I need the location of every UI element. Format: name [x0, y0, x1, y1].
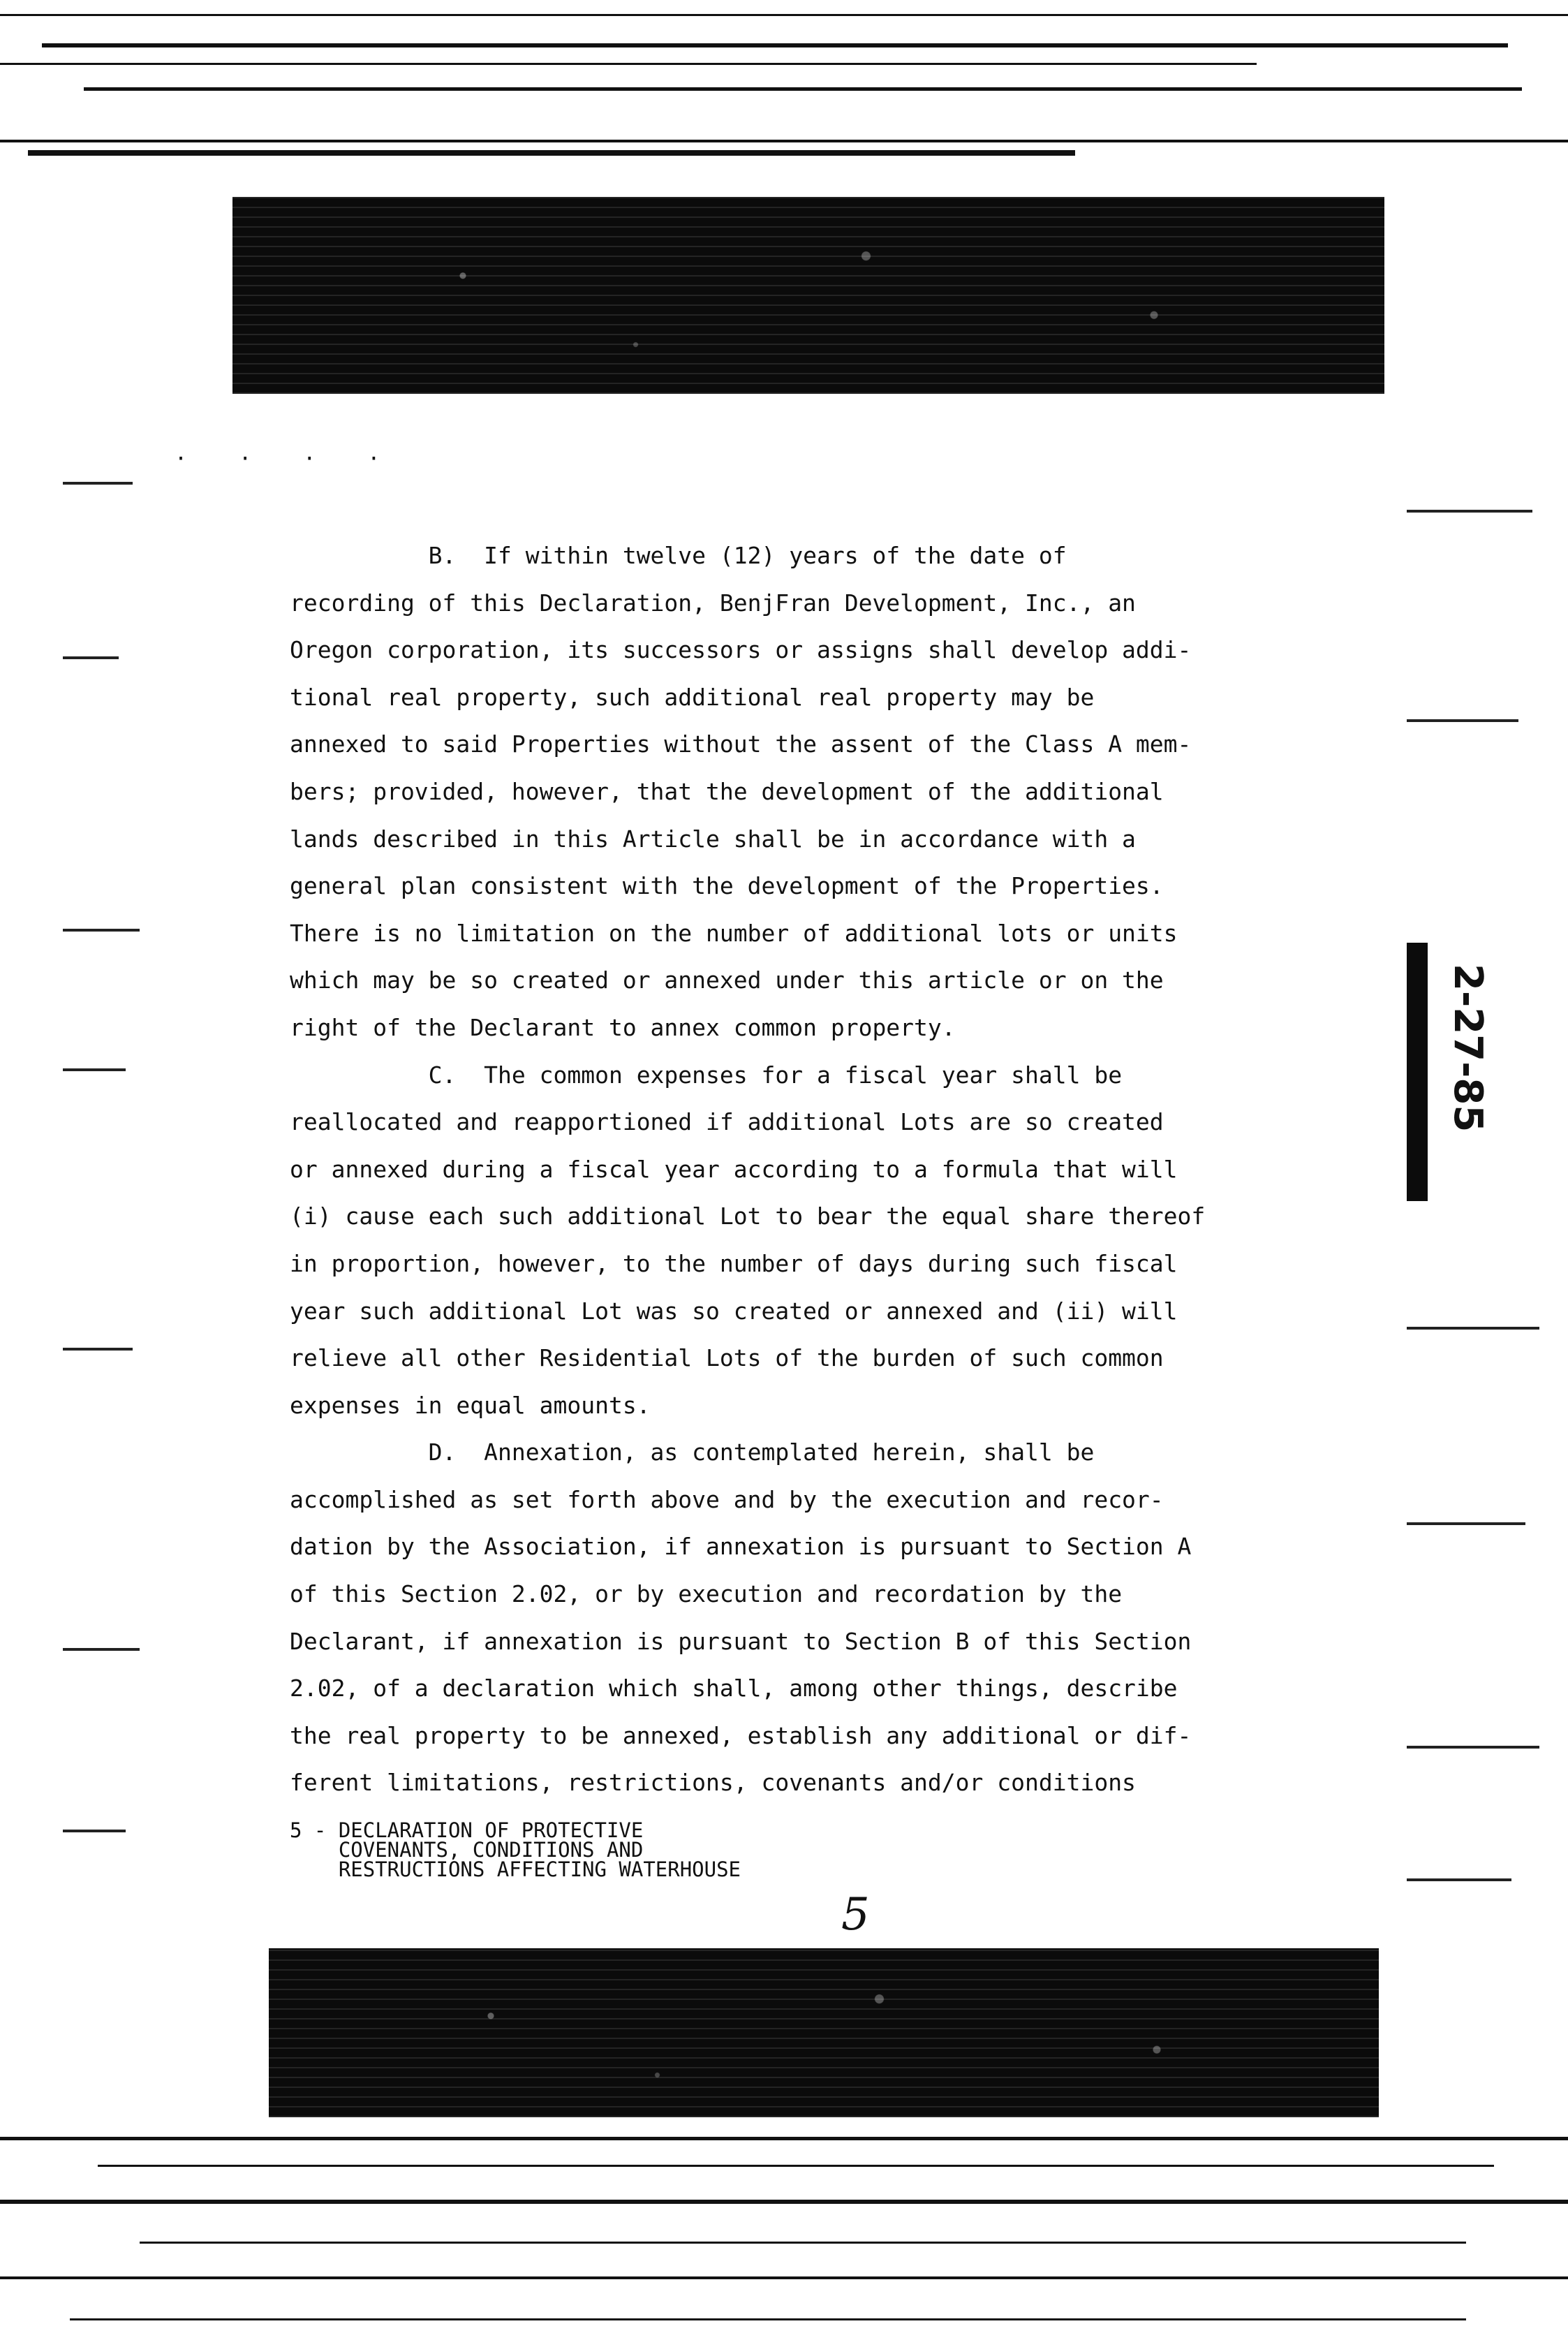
text-line: B. If within twelve (12) years of the date of — [290, 542, 1067, 569]
text-line: or annexed during a fiscal year according to a formula that will — [290, 1155, 1178, 1183]
footer-line-2: COVENANTS, CONDITIONS AND — [290, 1838, 644, 1862]
text-line: Declarant, if annexation is pursuant to Section B of this Section — [290, 1627, 1192, 1655]
text-line: (i) cause each such additional Lot to bear the equal share thereof — [290, 1202, 1206, 1230]
text-line: of this Section 2.02, or by execution and recordation by the — [290, 1580, 1123, 1608]
text-line: expenses in equal amounts. — [290, 1391, 651, 1419]
text-line: which may be so created or annexed under this article or on the — [290, 966, 1164, 994]
text-line: dation by the Association, if annexation is pursuant to Section A — [290, 1533, 1192, 1561]
top-scan-noise — [0, 0, 1568, 209]
text-line: There is no limitation on the number of additional lots or units — [290, 919, 1178, 947]
paragraph-c — [290, 1052, 1414, 1429]
page-number: 5 — [841, 1889, 870, 1941]
text-line: reallocated and reapportioned if additional Lots are so created — [290, 1108, 1164, 1136]
text-line: Oregon corporation, its successors or assigns shall develop addi- — [290, 636, 1192, 664]
bottom-scan-noise — [0, 2123, 1568, 2347]
declaration-body — [290, 532, 1414, 1807]
text-line: year such additional Lot was so created or annexed and (ii) will — [290, 1297, 1178, 1325]
footer-line-1: 5 - DECLARATION OF PROTECTIVE — [290, 1818, 644, 1842]
document-page — [150, 398, 1400, 1945]
text-line: lands described in this Article shall be in accordance with a — [290, 825, 1136, 853]
left-margin-scan-lines — [63, 419, 140, 1955]
text-line: accomplished as set forth above and by the execution and recor- — [290, 1485, 1164, 1513]
text-line: relieve all other Residential Lots of the burden of such common — [290, 1344, 1164, 1372]
text-line: tional real property, such additional real property may be — [290, 683, 1095, 711]
top-dark-scan-block — [232, 197, 1384, 394]
paragraph-d — [290, 1429, 1414, 1807]
side-date-stamp — [1407, 943, 1553, 1201]
text-line: D. Annexation, as contemplated herein, shall be — [290, 1439, 1095, 1466]
text-line: 2.02, of a declaration which shall, among other things, describe — [290, 1675, 1178, 1702]
margin-dots: · · · · — [175, 447, 400, 471]
text-line: bers; provided, however, that the development of the additional — [290, 777, 1164, 805]
text-line: ferent limitations, restrictions, covenants and/or conditions — [290, 1769, 1136, 1797]
text-line: annexed to said Properties without the assent of the Class A mem- — [290, 730, 1192, 758]
paragraph-b — [290, 532, 1414, 1052]
text-line: C. The common expenses for a fiscal year shall be — [290, 1061, 1123, 1089]
text-line: general plan consistent with the development of the Properties. — [290, 872, 1164, 900]
text-line: in proportion, however, to the number of days during such fiscal — [290, 1249, 1178, 1277]
text-line: the real property to be annexed, establish any additional or dif- — [290, 1721, 1192, 1749]
text-line: right of the Declarant to annex common property. — [290, 1013, 956, 1041]
page-footer — [290, 1820, 741, 1879]
text-line: recording of this Declaration, BenjFran Development, Inc., an — [290, 589, 1136, 617]
stamp-date-text: 2-27-85 — [1445, 964, 1491, 1133]
footer-line-3: RESTRUCTIONS AFFECTING WATERHOUSE — [290, 1857, 741, 1881]
bottom-dark-scan-block — [269, 1948, 1379, 2117]
